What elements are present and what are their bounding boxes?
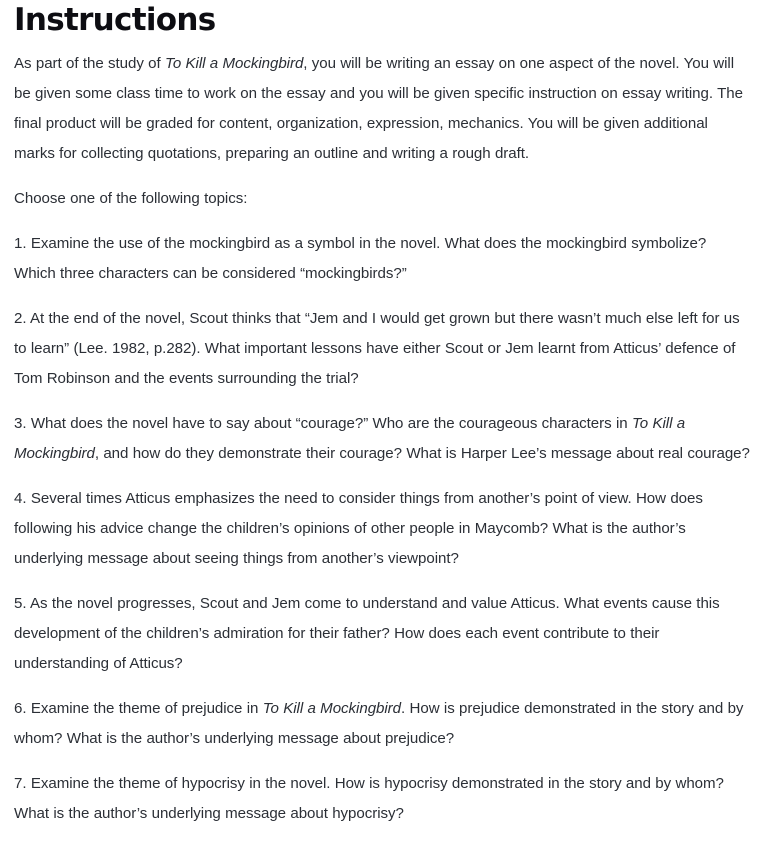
intro-paragraph: As part of the study of To Kill a Mockingbird, you will be writing an essay on one aspect of the novel. You will be given some class time to work on the essay and you will be given specific instruction on essay writing. The final product will be graded for content, organization, expression, mechanics. You will be given additional marks for collecting quotations, preparing an outline and writing a rough draft.: [14, 55, 743, 162]
topic-item: 1. Examine the use of the mockingbird as a symbol in the novel. What does the mockingbird symbolize? Which three characters can be considered “mockingbirds?”: [14, 235, 707, 282]
topics-list: [14, 214, 752, 829]
page-title: Instructions: [14, 2, 216, 38]
topics-prompt: Choose one of the following topics:: [14, 190, 248, 207]
bottom-spacer: [14, 829, 752, 843]
topic-item: 7. Examine the theme of hypocrisy in the novel. How is hypocrisy demonstrated in the story and by whom? What is the author’s underlying message about hypocrisy?: [14, 775, 724, 822]
topic-item: 2. At the end of the novel, Scout thinks that “Jem and I would get grown but there wasn’t much else left for us to learn” (Lee. 1982, p.282). What important lessons have either Scout or Jem learnt from Atticus’ defence of Tom Robinson and the events surrounding the trial?: [14, 310, 740, 387]
topic-item: 5. As the novel progresses, Scout and Jem come to understand and value Atticus. What events cause this development of the children’s admiration for their father? How does each event contribute to their understanding of Atticus?: [14, 595, 720, 672]
topic-item: 3. What does the novel have to say about “courage?” Who are the courageous characters in To Kill a Mockingbird, and how do they demonstrate their courage? What is Harper Lee’s message about real courage?: [14, 415, 750, 462]
topic-item: 6. Examine the theme of prejudice in To Kill a Mockingbird. How is prejudice demonstrated in the story and by whom? What is the author’s underlying message about prejudice?: [14, 700, 744, 747]
topic-item: 4. Several times Atticus emphasizes the need to consider things from another’s point of view. How does following his advice change the children’s opinions of other people in Maycomb? What is the author’s underlying message about seeing things from another’s viewpoint?: [14, 490, 703, 567]
